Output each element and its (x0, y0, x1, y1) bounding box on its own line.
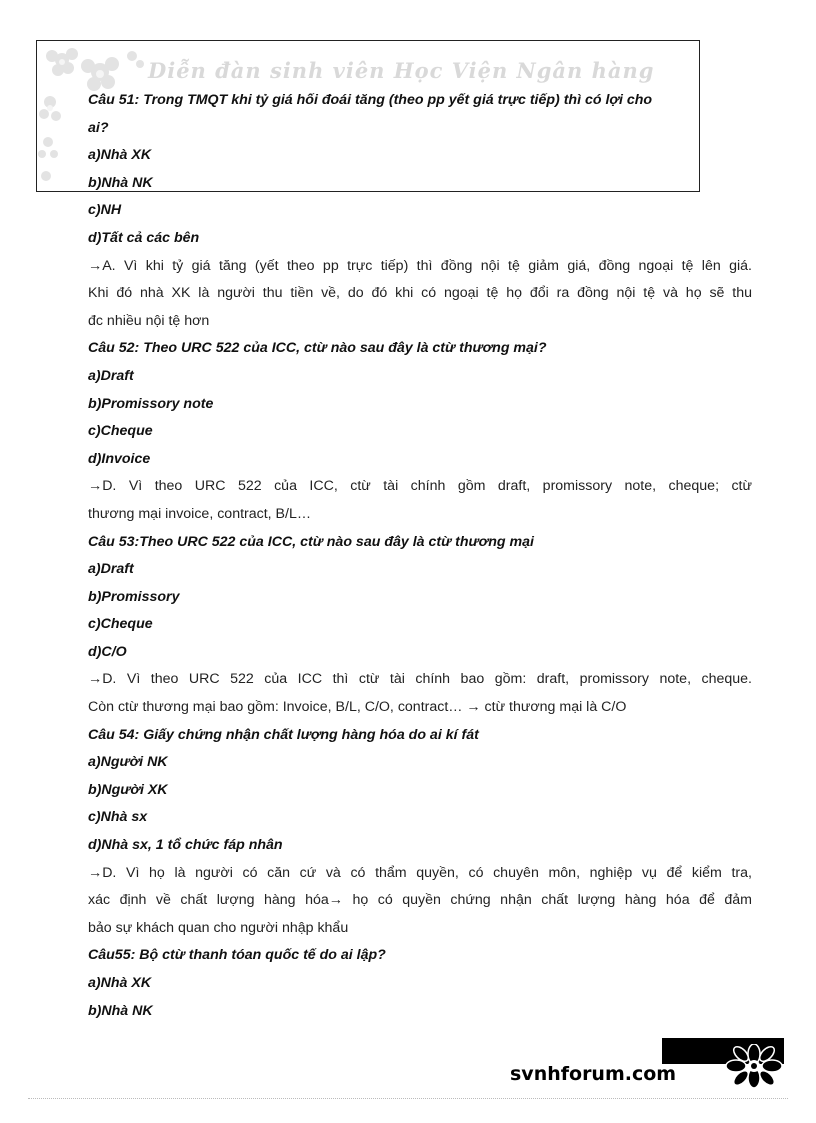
explanation-line: xác định về chất lượng hàng hóa→ họ có quyền chứng nhận chất lượng hàng hóa để đảm (88, 892, 752, 909)
answer-option: a)Draft (88, 367, 134, 384)
answer-option: b)Nhà NK (88, 1002, 153, 1019)
explanation-line: Còn ctừ thương mại bao gồm: Invoice, B/L, C/O, contract… → ctừ thương mại là C/O (88, 699, 627, 716)
answer-option: d)Tất cả các bên (88, 229, 200, 246)
question-line: Câu55: Bộ ctừ thanh tóan quốc tế do ai lập? (88, 947, 386, 964)
page-bottom-rule (28, 1098, 788, 1099)
question-line: ai? (88, 119, 109, 136)
explanation-line: Khi đó nhà XK là người thu tiền về, do đó khi có ngoại tệ họ đổi ra đồng nội tệ và họ sẽ thu (88, 285, 752, 302)
document-body (88, 87, 752, 1025)
explanation-line: →D. Vì theo URC 522 của ICC, ctừ tài chính gồm draft, promissory note, cheque; ctừ (88, 478, 752, 495)
answer-option: b)Người XK (88, 781, 168, 798)
question-line: Câu 53:Theo URC 522 của ICC, ctừ nào sau đây là ctừ thương mại (88, 533, 534, 550)
answer-option: d)C/O (88, 643, 127, 660)
answer-option: a)Nhà XK (88, 975, 152, 991)
question-line: Câu 52: Theo URC 522 của ICC, ctừ nào sau đây là ctừ thương mại? (88, 340, 547, 357)
answer-option: a)Nhà XK (88, 147, 152, 164)
answer-option: b)Promissory (88, 588, 180, 605)
answer-option: a)Draft (88, 561, 134, 578)
explanation-line: thương mại invoice, contract, B/L… (88, 505, 312, 522)
answer-option: b)Promissory note (88, 395, 214, 412)
explanation-line: →A. Vì khi tỷ giá tăng (yết theo pp trực tiếp) thì đồng nội tệ giảm giá, đồng ngoại tệ lên giá. (88, 257, 752, 274)
answer-option: b)Nhà NK (88, 174, 153, 191)
explanation-line: đc nhiều nội tệ hơn (88, 312, 210, 329)
forum-title: Diễn đàn sinh viên Học Viện Ngân hàng (148, 58, 655, 83)
question-line: Câu 51: Trong TMQT khi tỷ giá hối đoái tăng (theo pp yết giá trực tiếp) thì có lợi cho (88, 92, 653, 108)
answer-option: c)Nhà sx (88, 809, 148, 826)
answer-option: d)Invoice (88, 450, 151, 467)
explanation-line: →D. Vì theo URC 522 của ICC thì ctừ tài chính bao gồm: draft, promissory note, cheque. (88, 671, 752, 688)
answer-option: c)Cheque (88, 423, 153, 440)
answer-option: c)NH (88, 202, 122, 219)
logo-text: svnhforum.com (510, 1063, 677, 1085)
answer-option: d)Nhà sx, 1 tổ chức fáp nhân (88, 837, 283, 854)
site-logo (510, 1036, 790, 1092)
answer-option: a)Người NK (88, 754, 168, 771)
answer-option: c)Cheque (88, 616, 153, 633)
explanation-line: →D. Vì họ là người có căn cứ và có thẩm quyền, có chuyên môn, nghiệp vụ để kiểm tra, (88, 864, 752, 881)
flower-icon (724, 1044, 784, 1088)
explanation-line: bảo sự khách quan cho người nhập khẩu (88, 919, 349, 936)
question-line: Câu 54: Giấy chứng nhận chất lượng hàng hóa do ai kí fát (88, 726, 479, 743)
